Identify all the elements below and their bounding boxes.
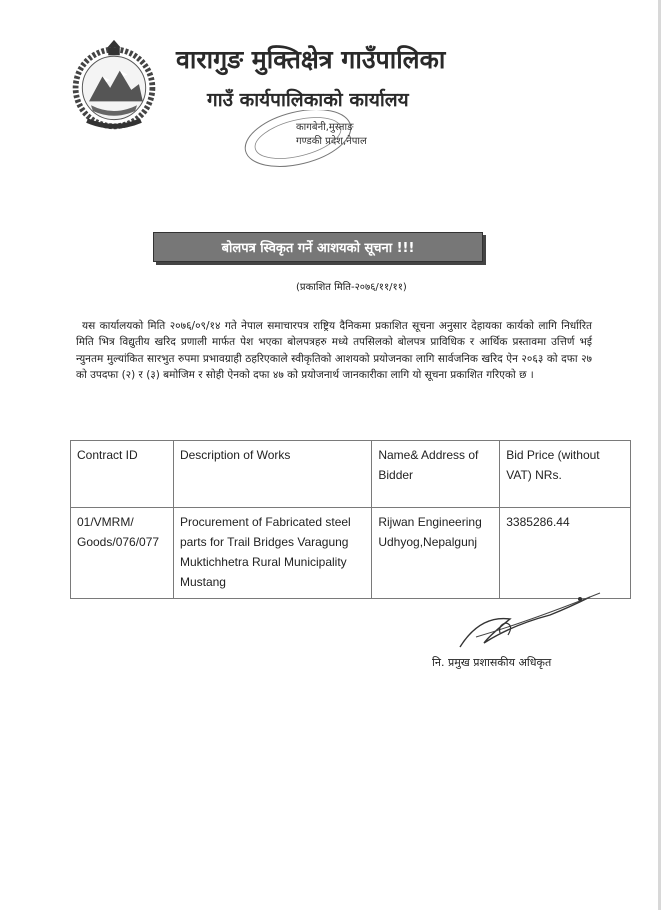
header-bid-price: Bid Price (without VAT) NRs. <box>500 441 631 508</box>
cell-description: Procurement of Fabricated steel parts for Trail Bridges Varagung Muktichhetra Rural Municipality Mustang <box>173 508 371 599</box>
address-line-1: कागबेनी,मुस्ताङ <box>296 122 354 133</box>
signatory-title: नि. प्रमुख प्रशासकीय अधिकृत <box>432 656 552 669</box>
nepal-emblem-icon <box>66 38 162 134</box>
address-line-2: गण्डकी प्रदेश,नेपाल <box>296 136 367 147</box>
notice-title: बोलपत्र स्विकृत गर्ने आशयको सूचना !!! <box>153 232 483 262</box>
bid-table <box>70 440 631 599</box>
cell-bidder: Rijwan Engineering Udhyog,Nepalgunj <box>372 508 500 599</box>
cell-bid-price: 3385286.44 <box>500 508 631 599</box>
notice-body: यस कार्यालयको मिति २०७६/०९/१४ गते नेपाल समाचारपत्र राष्ट्रिय दैनिकमा प्रकाशित सूचना अनुसार देहायका कार्यको लागि निर्धारित मिति भित्र विद्युतीय खरिद प्रणाली मार्फत पेश भएका बोलपत्रहरु मध्ये तपसिलको बोलपत्र प्राविधिक र आर्थिक प्रस्तावमा उत्तिर्ण भई न्युनतम मुल्यांकित सारभुत रुपमा प्रभावग्राही ठहरिएकाले स्वीकृतिको आशयको प्रयोजनका लागि सार्वजनिक खरिद ऐन २०६३ को दफा २७ को उपदफा (२) र (३) बमोजिम र सोही ऐनको दफा ४७ को प्रयोजनार्थ जानकारीका लागि यो सूचना प्रकाशित गरिएको छ । <box>76 320 592 382</box>
signature-icon <box>440 585 610 655</box>
office-address <box>296 121 367 149</box>
office-name: वारागुङ मुक्तिक्षेत्र गाउँपालिका <box>176 45 446 74</box>
published-date: (प्रकाशित मिति-२०७६/११/११) <box>296 282 407 293</box>
office-subtitle: गाउँ कार्यपालिकाको कार्यालय <box>207 89 409 111</box>
header-contract-id: Contract ID <box>71 441 174 508</box>
table-header-row <box>71 441 631 508</box>
cell-contract-id: 01/VMRM/ Goods/076/077 <box>71 508 174 599</box>
header-bidder: Name& Address of Bidder <box>372 441 500 508</box>
header-description: Description of Works <box>173 441 371 508</box>
